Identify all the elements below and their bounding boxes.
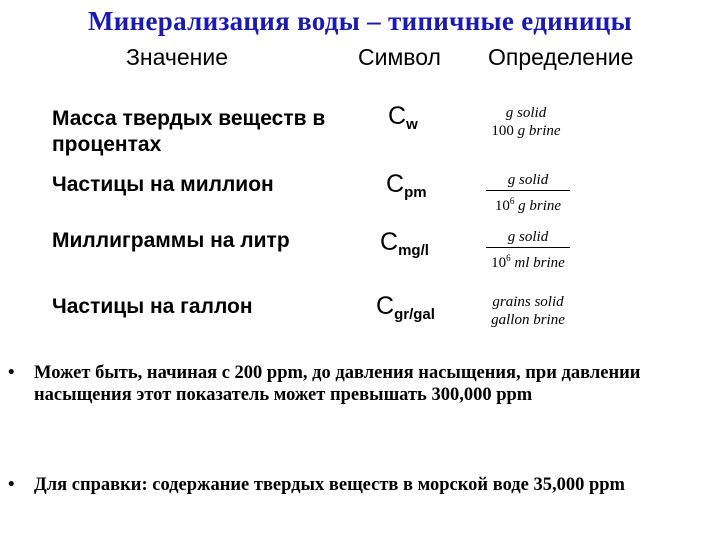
denominator-prefix: 10 [491,255,507,271]
fraction-numerator: g solid [507,229,549,245]
bullet-glyph: • [8,475,15,495]
bullet-text: Для справки: содержание твердых веществ в морской воде 35,000 ppm [34,475,625,495]
definition-fraction-mgl [478,228,578,272]
fraction-denominator [478,311,578,329]
denominator-unit: ml brine [510,255,565,271]
bullet-glyph: • [8,363,15,383]
row-label-mg-per-liter: Миллиграммы на литр [52,229,290,252]
row-label-mass-percent: Масса твердых веществ в процентах [52,107,326,156]
symbol-cw [388,102,418,131]
definition-fraction-ppm [478,171,578,215]
fraction-bar [486,190,570,191]
fraction-denominator [478,192,578,215]
header-value: Значение [126,44,228,70]
definition-fraction-grgal [478,293,578,329]
definition-fraction-w [476,104,576,140]
header-definition: Определение [488,44,634,70]
denominator-exponent: 6 [506,253,511,263]
denominator-unit: g brine [514,198,562,214]
symbol-cppm [386,170,427,199]
symbol-cmgl [380,228,429,257]
symbol-subscript: mg/l [398,242,429,259]
symbol-subscript: pm [404,184,427,201]
denominator-exponent: 6 [509,196,515,206]
bullet-item [8,474,713,496]
symbol-subscript: gr/gal [394,306,435,323]
fraction-numerator: grains solid [492,294,564,310]
denominator-prefix: 10 [494,198,510,214]
fraction-denominator [476,122,576,140]
denominator-unit: g brine [517,123,561,139]
fraction-numerator: g solid [507,172,549,188]
bullet-text: Может быть, начиная с 200 ppm, до давления насыщения, при давлении насыщения этот показатель может превышать 300,000 ppm [34,363,641,405]
fraction-numerator: g solid [505,105,547,121]
row-label-per-gallon: Частицы на галлон [52,295,253,318]
symbol-base: C [386,170,405,198]
denominator-prefix: 100 [491,123,518,139]
symbol-base: C [376,292,395,320]
symbol-base: C [380,228,399,256]
symbol-subscript: w [406,116,418,133]
fraction-denominator [478,249,578,272]
bullet-item [8,362,713,406]
row-label-ppm: Частицы на миллион [52,173,274,196]
denominator-unit: gallon brine [491,312,565,328]
symbol-base: C [388,102,407,130]
fraction-bar [486,247,570,248]
symbol-cgrgal [376,292,435,321]
header-symbol: Символ [358,44,441,70]
slide-title: Минерализация воды – типичные единицы [88,6,632,36]
